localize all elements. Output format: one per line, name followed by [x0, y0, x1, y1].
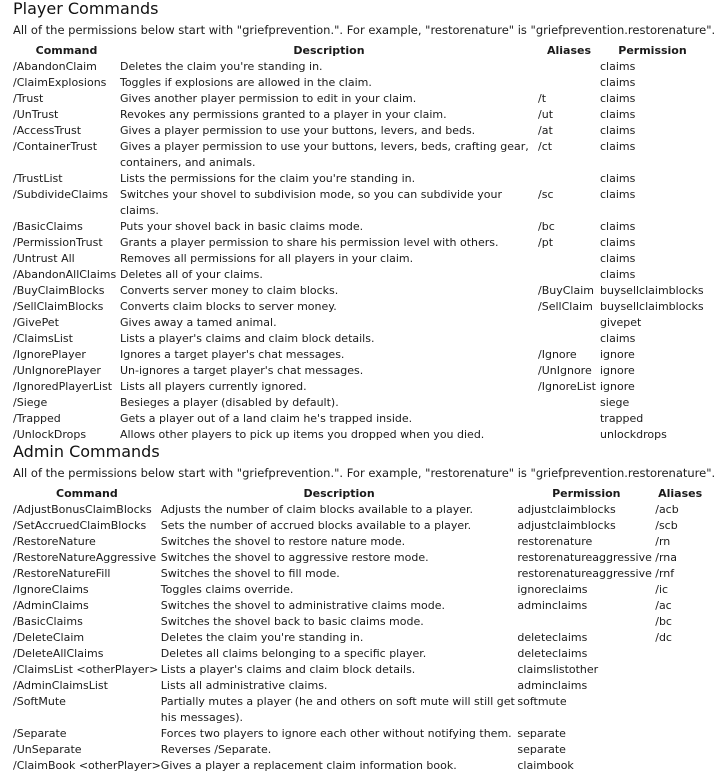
permission-cell: softmute: [517, 695, 567, 708]
command-cell: /UnlockDrops: [13, 428, 87, 441]
command-cell: /IgnoredPlayerList: [13, 380, 113, 393]
command-cell: /UnIgnorePlayer: [13, 364, 101, 377]
permission-cell: claims: [599, 172, 636, 185]
aliases-cell: /ut: [538, 108, 554, 121]
command-cell: /AbandonClaim: [13, 60, 97, 73]
description-cell: Lists all players currently ignored.: [119, 380, 307, 393]
player-commands-body: [13, 59, 705, 443]
command-cell: /AdminClaims: [13, 599, 89, 612]
command-cell: /IgnorePlayer: [13, 348, 86, 361]
table-row: [13, 187, 705, 219]
permission-cell: claims: [599, 108, 636, 121]
description-cell: Gives away a tamed animal.: [119, 316, 277, 329]
aliases-cell: [655, 726, 705, 742]
description-cell: Reverses /Separate.: [160, 743, 272, 756]
table-row: [13, 662, 705, 678]
permission-cell: claims: [599, 92, 636, 105]
description-cell: Deletes all claims belonging to a specific player.: [160, 647, 427, 660]
aliases-cell: [538, 171, 600, 187]
description-cell: Sets the number of accrued blocks available to a player.: [160, 519, 472, 532]
command-cell: /AdminClaimsList: [13, 679, 108, 692]
permission-cell: claims: [599, 140, 636, 153]
aliases-cell: [538, 267, 600, 283]
admin-commands-section: [13, 442, 716, 774]
description-cell: Grants a player permission to share his permission level with others.: [119, 236, 499, 249]
aliases-column-header: Aliases: [546, 44, 592, 57]
aliases-cell: /bc: [655, 615, 672, 628]
permission-cell: restorenatureaggressive: [517, 551, 652, 564]
table-row: [13, 742, 705, 758]
description-cell: Besieges a player (disabled by default).: [119, 396, 339, 409]
table-row: [13, 582, 705, 598]
description-cell: Switches the shovel to aggressive restore mode.: [160, 551, 429, 564]
command-cell: /Trust: [13, 92, 44, 105]
command-cell: /Trapped: [13, 412, 61, 425]
aliases-cell: /ic: [655, 583, 669, 596]
aliases-cell: [538, 251, 600, 267]
table-row: [13, 59, 705, 75]
table-row: [13, 534, 705, 550]
permission-cell: unlockdrops: [599, 428, 667, 441]
table-row: [13, 267, 705, 283]
description-cell: Adjusts the number of claim blocks available to a player.: [160, 503, 474, 516]
aliases-cell: /pt: [538, 236, 554, 249]
permission-cell: adjustclaimblocks: [517, 503, 616, 516]
description-cell: Ignores a target player's chat messages.: [119, 348, 345, 361]
player-commands-heading: Player Commands: [13, 0, 159, 18]
aliases-cell: [538, 315, 600, 331]
table-row: [13, 614, 705, 630]
description-cell: Lists all administrative claims.: [160, 679, 328, 692]
description-cell: Switches your shovel to subdivision mode, so you can subdivide your claims.: [119, 188, 503, 217]
table-row: [13, 678, 705, 694]
aliases-cell: /rnf: [655, 567, 675, 580]
table-row: [13, 123, 705, 139]
permission-cell: claimslistother: [517, 663, 599, 676]
table-row: [13, 363, 705, 379]
table-row: [13, 283, 705, 299]
permission-column-header: Permission: [552, 487, 621, 500]
description-cell: Revokes any permissions granted to a player in your claim.: [119, 108, 447, 121]
description-cell: Lists a player's claims and claim block details.: [160, 663, 416, 676]
table-row: [13, 502, 705, 518]
admin-commands-table: [13, 486, 705, 774]
aliases-cell: /Ignore: [538, 348, 577, 361]
description-cell: Deletes all of your claims.: [119, 268, 263, 281]
table-row: [13, 299, 705, 315]
player-commands-section: [13, 0, 716, 443]
command-cell: /TrustList: [13, 172, 63, 185]
command-cell: /AdjustBonusClaimBlocks: [13, 503, 152, 516]
command-cell: /Untrust All: [13, 252, 75, 265]
command-column-header: Command: [35, 44, 98, 57]
table-row: [13, 550, 705, 566]
command-cell: /SellClaimBlocks: [13, 300, 104, 313]
description-cell: Lists the permissions for the claim you're standing in.: [119, 172, 416, 185]
description-cell: Partially mutes a player (he and others on soft mute will still get his messages).: [160, 695, 515, 724]
table-row: [13, 379, 705, 395]
command-cell: /ClaimsList <otherPlayer>: [13, 663, 159, 676]
command-cell: /DeleteAllClaims: [13, 647, 104, 660]
description-column-header: Description: [303, 487, 375, 500]
permission-cell: claims: [599, 220, 636, 233]
aliases-cell: [538, 411, 600, 427]
command-cell: /ContainerTrust: [13, 140, 98, 153]
table-row: [13, 395, 705, 411]
permission-cell: siege: [599, 396, 630, 409]
command-cell: /RestoreNatureAggressive: [13, 551, 157, 564]
table-row: [13, 411, 705, 427]
table-row: [13, 235, 705, 251]
table-row: [13, 219, 705, 235]
aliases-cell: /dc: [655, 631, 672, 644]
command-column-header: Command: [56, 487, 118, 500]
permission-cell: buysellclaimblocks: [599, 300, 704, 313]
permission-cell: ignoreclaims: [517, 583, 588, 596]
permission-cell: claims: [599, 60, 636, 73]
aliases-cell: [655, 742, 705, 758]
permission-cell: claims: [599, 76, 636, 89]
description-cell: Gets a player out of a land claim he's trapped inside.: [119, 412, 413, 425]
permission-cell: separate: [517, 743, 566, 756]
table-row: [13, 75, 705, 91]
aliases-cell: /scb: [655, 519, 678, 532]
permission-cell: claims: [599, 124, 636, 137]
table-row: [13, 694, 705, 726]
permission-column-header: Permission: [618, 44, 687, 57]
aliases-cell: [655, 646, 705, 662]
command-cell: /Siege: [13, 396, 48, 409]
table-row: [13, 518, 705, 534]
table-row: [13, 171, 705, 187]
command-cell: /GivePet: [13, 316, 59, 329]
description-cell: Switches the shovel to restore nature mode.: [160, 535, 406, 548]
description-cell: Gives a player a replacement claim information book.: [160, 759, 457, 772]
permission-cell: restorenature: [517, 535, 593, 548]
permission-cell: ignore: [599, 380, 635, 393]
command-cell: /AbandonAllClaims: [13, 268, 117, 281]
aliases-cell: /BuyClaim: [538, 284, 594, 297]
permission-cell: claims: [599, 332, 636, 345]
aliases-cell: /SellClaim: [538, 300, 593, 313]
aliases-cell: /IgnoreList: [538, 380, 596, 393]
player-commands-intro: All of the permissions below start with "griefprevention.". For example, "restorenature" is "griefprevention.restorenature".: [13, 23, 716, 37]
aliases-cell: /ct: [538, 140, 553, 153]
admin-commands-body: [13, 502, 705, 774]
command-cell: /ClaimBook <otherPlayer>: [13, 759, 161, 772]
permission-cell: trapped: [599, 412, 644, 425]
description-cell: Converts server money to claim blocks.: [119, 284, 339, 297]
table-row: [13, 598, 705, 614]
table-row: [13, 139, 705, 171]
permission-cell: givepet: [599, 316, 642, 329]
permission-cell: claimbook: [517, 759, 574, 772]
aliases-cell: /UnIgnore: [538, 364, 592, 377]
command-cell: /SubdivideClaims: [13, 188, 108, 201]
table-row: [13, 630, 705, 646]
aliases-cell: /rn: [655, 535, 671, 548]
aliases-cell: /ac: [655, 599, 672, 612]
table-header-row: [13, 43, 705, 59]
player-commands-table: [13, 43, 705, 443]
aliases-cell: [655, 662, 705, 678]
permission-cell: deleteclaims: [517, 647, 588, 660]
description-cell: Lists a player's claims and claim block details.: [119, 332, 375, 345]
aliases-cell: [538, 59, 600, 75]
table-row: [13, 107, 705, 123]
permission-cell: adjustclaimblocks: [517, 519, 616, 532]
permission-cell: deleteclaims: [517, 631, 588, 644]
aliases-cell: /bc: [538, 220, 555, 233]
command-cell: /RestoreNatureFill: [13, 567, 111, 580]
aliases-cell: /t: [538, 92, 547, 105]
permission-cell: adminclaims: [517, 679, 588, 692]
table-row: [13, 91, 705, 107]
command-cell: /UnTrust: [13, 108, 59, 121]
description-cell: Deletes the claim you're standing in.: [119, 60, 323, 73]
command-cell: /ClaimExplosions: [13, 76, 107, 89]
table-header-row: [13, 486, 705, 502]
command-cell: /PermissionTrust: [13, 236, 103, 249]
permission-cell: buysellclaimblocks: [599, 284, 704, 297]
description-cell: Allows other players to pick up items you dropped when you died.: [119, 428, 485, 441]
description-cell: Switches the shovel back to basic claims mode.: [160, 615, 424, 628]
aliases-cell: [655, 678, 705, 694]
description-cell: Toggles if explosions are allowed in the claim.: [119, 76, 372, 89]
table-row: [13, 566, 705, 582]
aliases-cell: [538, 75, 600, 91]
aliases-column-header: Aliases: [658, 487, 703, 500]
description-cell: Switches the shovel to administrative claims mode.: [160, 599, 446, 612]
command-cell: /RestoreNature: [13, 535, 96, 548]
admin-commands-intro: All of the permissions below start with "griefprevention.". For example, "restorenature" is "griefprevention.restorenature".: [13, 466, 716, 480]
aliases-cell: /rna: [655, 551, 677, 564]
command-cell: /DeleteClaim: [13, 631, 85, 644]
permission-cell: restorenatureaggressive: [517, 567, 652, 580]
permission-cell: ignore: [599, 348, 635, 361]
permission-cell: claims: [599, 188, 636, 201]
table-row: [13, 726, 705, 742]
table-row: [13, 315, 705, 331]
aliases-cell: [538, 395, 600, 411]
description-cell: Gives another player permission to edit in your claim.: [119, 92, 417, 105]
aliases-cell: [655, 694, 705, 726]
permission-cell: adminclaims: [517, 599, 588, 612]
aliases-cell: [538, 331, 600, 347]
admin-commands-heading: Admin Commands: [13, 442, 160, 461]
table-row: [13, 331, 705, 347]
aliases-cell: [655, 758, 705, 774]
description-cell: Switches the shovel to fill mode.: [160, 567, 340, 580]
permission-cell: claims: [599, 236, 636, 249]
command-cell: /SoftMute: [13, 695, 66, 708]
table-row: [13, 427, 705, 443]
description-cell: Converts claim blocks to server money.: [119, 300, 337, 313]
description-cell: Gives a player permission to use your buttons, levers, beds, crafting gear, containers, and animals.: [119, 140, 529, 169]
command-cell: /ClaimsList: [13, 332, 73, 345]
description-column-header: Description: [293, 44, 365, 57]
description-cell: Un-ignores a target player's chat messages.: [119, 364, 364, 377]
permission-cell: [517, 614, 655, 630]
command-cell: /SetAccruedClaimBlocks: [13, 519, 147, 532]
command-cell: /AccessTrust: [13, 124, 82, 137]
table-row: [13, 251, 705, 267]
description-cell: Toggles claims override.: [160, 583, 294, 596]
permission-cell: claims: [599, 252, 636, 265]
permission-cell: ignore: [599, 364, 635, 377]
table-row: [13, 758, 705, 774]
command-cell: /BuyClaimBlocks: [13, 284, 105, 297]
description-cell: Gives a player permission to use your buttons, levers, and beds.: [119, 124, 476, 137]
description-cell: Puts your shovel back in basic claims mode.: [119, 220, 364, 233]
aliases-cell: /acb: [655, 503, 679, 516]
description-cell: Deletes the claim you're standing in.: [160, 631, 364, 644]
command-cell: /UnSeparate: [13, 743, 82, 756]
aliases-cell: [538, 427, 600, 443]
description-cell: Forces two players to ignore each other without notifying them.: [160, 727, 512, 740]
table-row: [13, 646, 705, 662]
command-cell: /BasicClaims: [13, 220, 83, 233]
permission-cell: separate: [517, 727, 566, 740]
table-row: [13, 347, 705, 363]
description-cell: Removes all permissions for all players in your claim.: [119, 252, 414, 265]
command-cell: /Separate: [13, 727, 67, 740]
command-cell: /BasicClaims: [13, 615, 83, 628]
aliases-cell: /at: [538, 124, 553, 137]
command-cell: /IgnoreClaims: [13, 583, 89, 596]
aliases-cell: /sc: [538, 188, 554, 201]
permission-cell: claims: [599, 268, 636, 281]
